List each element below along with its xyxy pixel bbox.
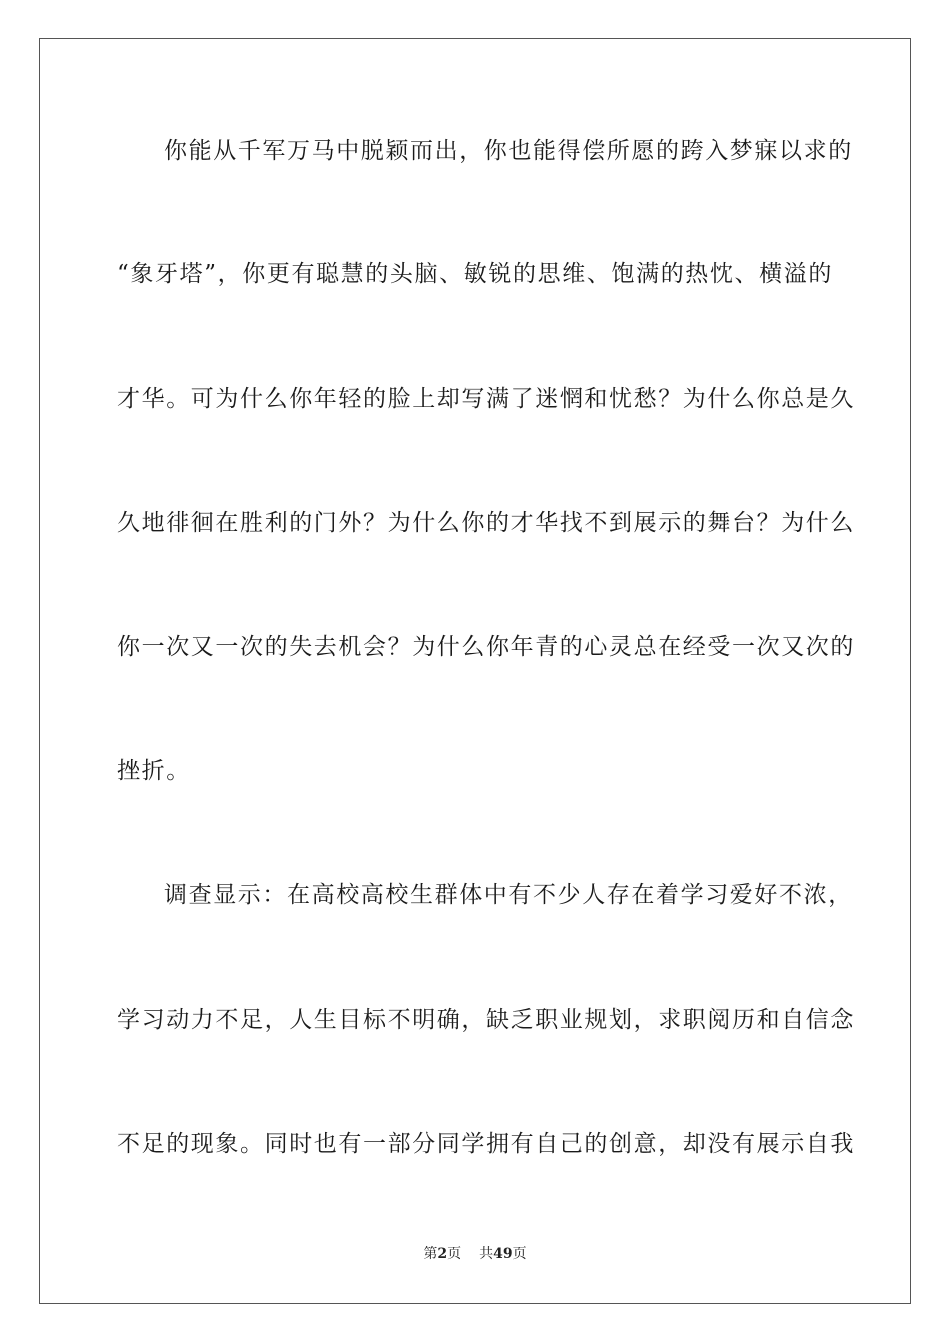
page-footer	[0, 1245, 950, 1263]
text-line-1: 你能从千军万马中脱颖而出，你也能得偿所愿的跨入梦寐以求的	[164, 138, 853, 164]
page-label-suffix: 页	[447, 1246, 462, 1262]
total-label-suffix: 页	[512, 1246, 527, 1262]
total-label-prefix: 共	[479, 1246, 494, 1262]
text-line-9: 不足的现象。同时也有一部分同学拥有自己的创意，却没有展示自我	[117, 1131, 855, 1157]
text-line-3: 才华。可为什么你年轻的脸上却写满了迷惘和忧愁？为什么你总是久	[117, 386, 855, 412]
text-line-6: 挫折。	[117, 758, 191, 784]
text-line-7: 调查显示：在高校高校生群体中有不少人存在着学习爱好不浓，	[164, 882, 853, 908]
text-line-8: 学习动力不足，人生目标不明确，缺乏职业规划，求职阅历和自信念	[117, 1007, 855, 1033]
page-number: 2	[437, 1246, 448, 1262]
text-line-2: “象牙塔”，你更有聪慧的头脑、敏锐的思维、饱满的热忱、横溢的	[117, 261, 833, 287]
page-frame	[39, 38, 911, 1304]
text-line-5: 你一次又一次的失去机会？为什么你年青的心灵总在经受一次又次的	[117, 634, 855, 660]
total-pages: 49	[493, 1246, 513, 1262]
text-line-4: 久地徘徊在胜利的门外？为什么你的才华找不到展示的舞台？为什么	[117, 510, 855, 536]
page-label-prefix: 第	[423, 1246, 438, 1262]
